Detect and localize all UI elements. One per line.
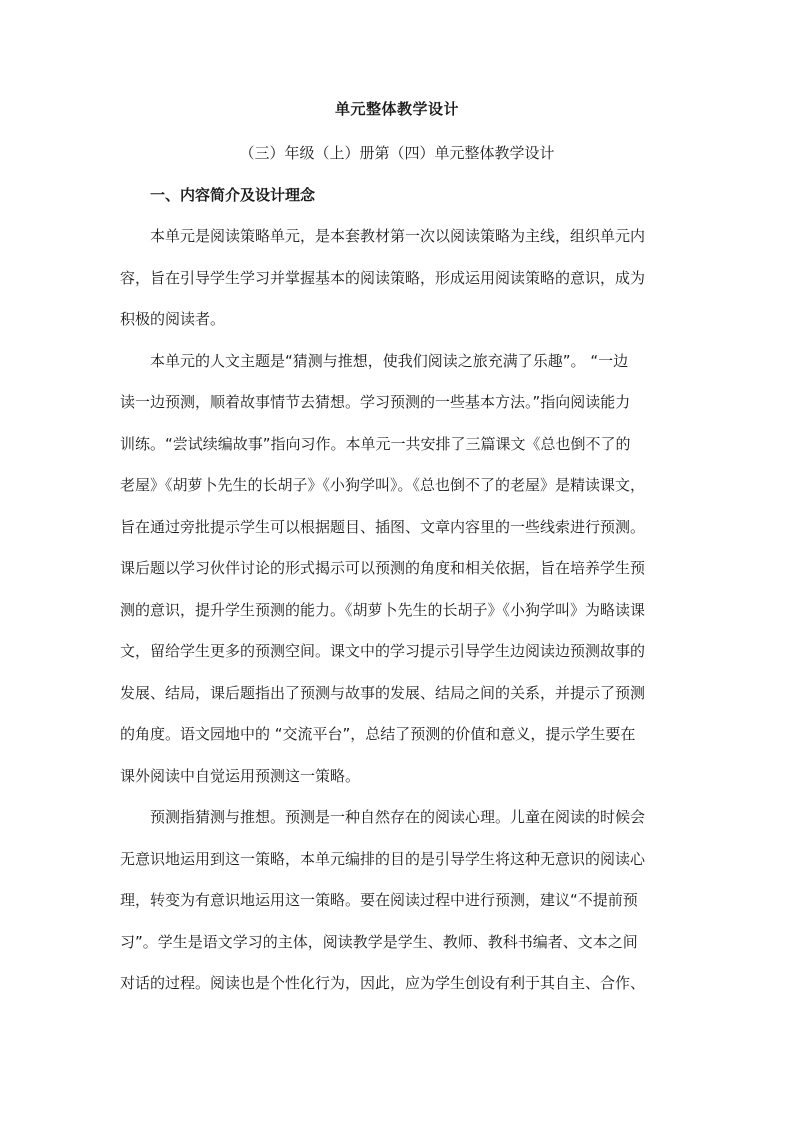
paragraph: [0, 223, 794, 332]
paragraph-line: 无意识地运用到这一策略，本单元编排的目的是引导学生将这种无意识的阅读心: [120, 849, 646, 868]
paragraph-line: 课后题以学习伙伴讨论的形式揭示可以预测的角度和相关依据，旨在培养学生预: [120, 559, 646, 577]
paragraph-line: 理，转变为有意识地运用这一策略。要在阅读过程中进行预测，建议“不提前预: [120, 891, 638, 909]
paragraph-line: 文，留给学生更多的预测空间。课文中的学习提示引导学生边阅读边预测故事的: [120, 642, 646, 660]
document-title: 单元整体教学设计: [334, 100, 459, 118]
paragraph-line: 习”。学生是语文学习的主体，阅读教学是学生、教师、教科书编者、文本之间: [120, 932, 638, 951]
paragraph-line: 积极的阅读者。: [120, 310, 226, 328]
paragraph: [0, 348, 794, 789]
paragraph-line: 老屋》《胡萝卜先生的长胡子》《小狗学叫》。《总也倒不了的老屋》是精读课文，: [120, 476, 646, 494]
paragraph-line: 测的意识，提升学生预测的能力。《胡萝卜先生的长胡子》《小狗学叫》为略读课: [120, 600, 646, 619]
paragraph-line: 训练。“尝试续编故事”指向习作。本单元一共安排了三篇课文《总也倒不了的: [120, 434, 631, 453]
paragraph-line: 容，旨在引导学生学习并掌握基本的阅读策略，形成运用阅读策略的意识，成为: [120, 268, 646, 287]
paragraph: [0, 804, 794, 996]
paragraph-line: 的角度。语文园地中的 “交流平台”，总结了预测的价值和意义，提示学生要在: [120, 725, 636, 743]
paragraph-line: 课外阅读中自觉运用预测这一策略。: [120, 766, 361, 785]
paragraph-line: 本单元是阅读策略单元，是本套教材第一次以阅读策略为主线，组织单元内: [150, 227, 646, 245]
paragraph-line: 本单元的人文主题是“猜测与推想，使我们阅读之旅充满了乐趣”。 “一边: [150, 351, 629, 370]
section-heading: 一、内容简介及设计理念: [150, 186, 316, 204]
paragraph-line: 发展、结局，课后题指出了预测与故事的发展、结局之间的关系，并提示了预测: [120, 683, 646, 702]
paragraph-line: 预测指猜测与推想。预测是一种自然存在的阅读心理。儿童在阅读的时候会: [150, 808, 646, 826]
paragraph-line: 对话的过程。阅读也是个性化行为，因此，应为学生创设有利于其自主、合作、: [120, 974, 646, 992]
paragraph-line: 读一边预测，顺着故事情节去猜想。学习预测的一些基本方法。”指向阅读能力: [120, 393, 631, 411]
document-subtitle: （三）年级（上）册第（四）单元整体教学设计: [239, 144, 555, 162]
body-text: [0, 223, 794, 996]
paragraph-line: 旨在通过旁批提示学生可以根据题目、插图、文章内容里的一些线索进行预测。: [120, 517, 646, 536]
